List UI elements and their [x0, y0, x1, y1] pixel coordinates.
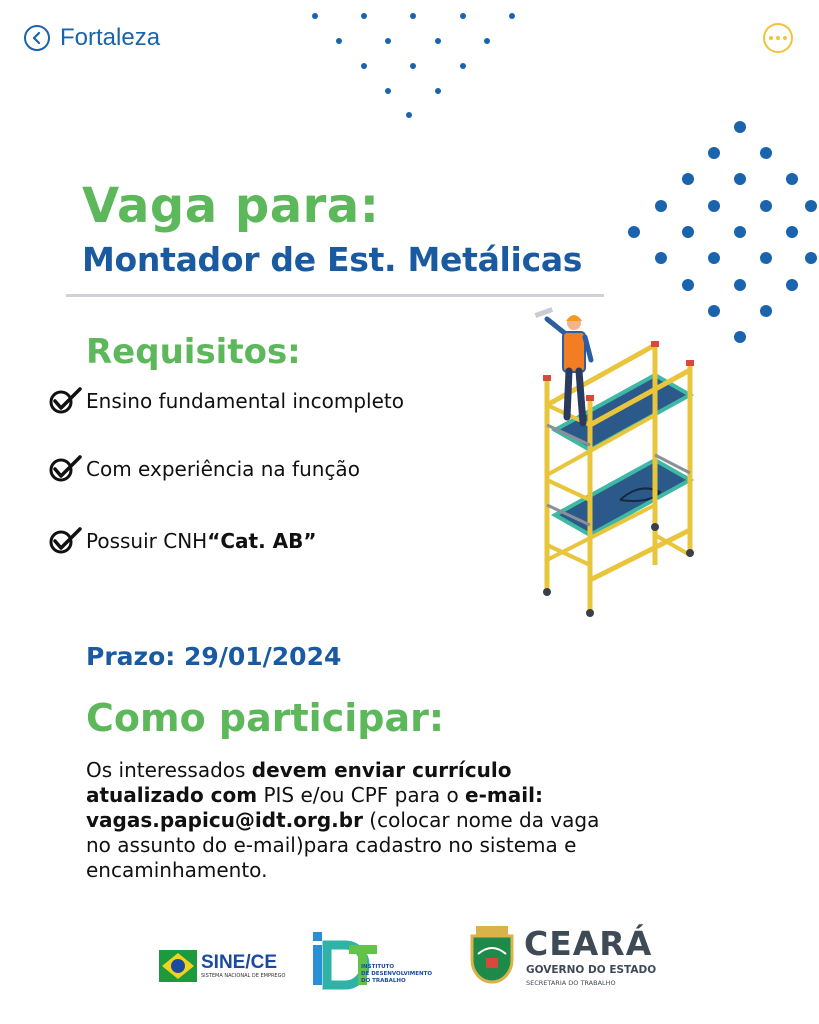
ceara-name: CEARÁ [524, 924, 653, 963]
requirement-highlight: “Cat. AB” [207, 529, 317, 553]
email-address[interactable]: e-mail: vagas.papicu@idt.org.br [86, 783, 543, 832]
requirement-text: Ensino fundamental incompleto [86, 389, 404, 413]
requirement-text: Com experiência na função [86, 457, 360, 481]
job-position: Montador de Est. Metálicas [82, 240, 583, 279]
requirement-text: Possuir CNH [86, 529, 208, 553]
ceara-subtitle: GOVERNO DO ESTADO [526, 964, 657, 976]
back-button[interactable] [24, 24, 160, 52]
check-icon [48, 526, 84, 556]
more-icon[interactable] [763, 23, 793, 53]
requirement-item [48, 526, 317, 556]
check-icon [48, 386, 84, 416]
divider [66, 294, 604, 297]
check-icon [48, 454, 84, 484]
ceara-logo [468, 922, 668, 992]
requirements-heading: Requisitos: [86, 332, 301, 372]
page-title: Vaga para: [82, 178, 380, 234]
scaffold-worker-illustration [525, 305, 710, 625]
sine-flag-icon [157, 946, 199, 986]
instructions-part: Os interessados [86, 758, 252, 782]
how-to-heading: Como participar: [86, 696, 445, 740]
chevron-left-icon [24, 25, 50, 51]
idt-logo [309, 930, 439, 990]
instructions-text [86, 758, 626, 883]
instructions-part: (colocar nome da vaga no assunto do e-mail)para cadastro no sistema e encaminhamento. [86, 808, 600, 882]
idt-line3: DO TRABALHO [361, 978, 406, 984]
ceara-department: SECRETARIA DO TRABALHO [526, 979, 616, 987]
instructions-bold: devem enviar currículo atualizado com [86, 758, 512, 807]
requirement-item [48, 454, 360, 484]
instructions-part: PIS e/ou CPF para o [257, 783, 466, 807]
sine-subtitle: SISTEMA NACIONAL DE EMPREGO [201, 973, 286, 979]
back-label: Fortaleza [60, 24, 161, 51]
sine-name: SINE/CE [201, 952, 278, 973]
deadline: Prazo: 29/01/2024 [86, 642, 342, 671]
idt-line2: DE DESENVOLVIMENTO [361, 971, 433, 977]
ceara-crest-icon [468, 924, 516, 986]
sine-ce-logo [157, 944, 287, 988]
requirement-item [48, 386, 404, 416]
idt-line1: INSTITUTO [361, 964, 395, 970]
